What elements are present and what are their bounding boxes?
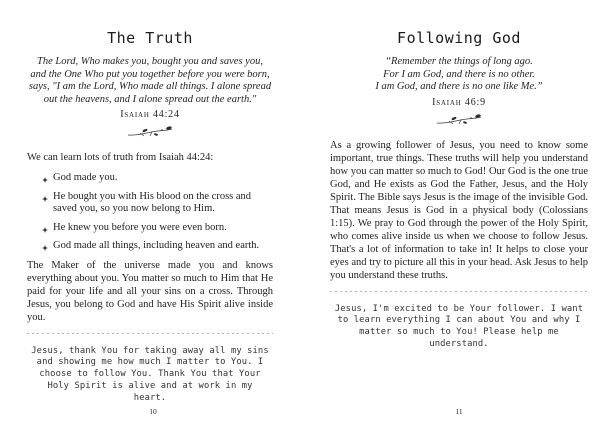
scripture-reference: Isaiah 44:24 xyxy=(120,109,180,120)
quote-line: I am God, and there is no one like Me.” xyxy=(375,81,543,92)
list-item xyxy=(42,172,273,185)
list-item xyxy=(42,191,273,216)
quote-line: and the One Who put you together before you were born, xyxy=(30,68,270,80)
page-title: Following God xyxy=(397,29,521,47)
prayer-text: Jesus, I'm excited to be Your follower. I want to learn everything I can about You and why I matter so much to You! Please help me understand. xyxy=(334,303,584,349)
intro-text: We can learn lots of truth from Isaiah 44:24: xyxy=(27,152,214,163)
page-title: The Truth xyxy=(107,29,193,47)
dotted-separator xyxy=(27,333,273,335)
sparkle-bullet-icon xyxy=(42,194,48,207)
prayer-text: Jesus, thank You for taking away all my sins and showing me how much I matter to You. I choose to follow You. Thank You that Your Holy Spirit is alive and at work in my heart. xyxy=(31,345,269,403)
branch-ornament-icon xyxy=(330,112,588,130)
list-item-text: He bought you with His blood on the cross and saved you, so you now belong to Him. xyxy=(53,190,252,214)
list-item xyxy=(42,222,273,235)
dotted-separator xyxy=(330,291,588,293)
list-item-text: He knew you before you were even born. xyxy=(53,221,227,233)
truth-list xyxy=(27,172,273,253)
page-number: 10 xyxy=(149,407,157,416)
quote-line: “Remember the things of long ago. xyxy=(385,56,533,67)
branch-ornament-icon xyxy=(27,124,273,142)
scripture-reference: Isaiah 46:9 xyxy=(432,96,486,108)
page-right xyxy=(306,0,612,432)
scripture-quote xyxy=(330,56,588,94)
body-paragraph: As a growing follower of Jesus, you need to know some important, true things. These truths will help you understand how you can matter so much to God! Our God is the one true God, and He exists as God the Father, Jesus, and the Holy Spirit. The Bible says Jesus is the image of the invisible God. That means Jesus is God in a physical body (Colossians 1:15). We pray to God through the power of the Holy Spirit, who comes alive inside us when we choose to follow Jesus. That's a lot of information to take in! It helps to close your eyes and try to picture all this in your head. Ask Jesus to help you understand these truths. xyxy=(330,139,588,281)
list-item xyxy=(42,240,273,253)
scripture-quote xyxy=(27,56,273,106)
list-item-text: God made you. xyxy=(53,172,118,183)
quote-line: The Lord, Who makes you, bought you and saves you, xyxy=(37,56,263,67)
quote-line: says, "I am the Lord, Who made all things. I alone spread xyxy=(28,81,272,92)
sparkle-bullet-icon xyxy=(42,225,48,238)
page-number: 11 xyxy=(455,407,463,416)
quote-line: out the heavens, and I alone spread out the earth." xyxy=(43,93,257,105)
body-paragraph: The Maker of the universe made you and knows everything about you. You matter so much to Him that He paid for your life and all your sins on a cross. Through Jesus, you belong to God and have His Spirit alive inside you. xyxy=(27,259,273,323)
sparkle-bullet-icon xyxy=(42,175,48,188)
quote-line: For I am God, and there is no other. xyxy=(383,68,535,80)
sparkle-bullet-icon xyxy=(42,243,48,256)
list-item-text: God made all things, including heaven and earth. xyxy=(53,240,260,251)
